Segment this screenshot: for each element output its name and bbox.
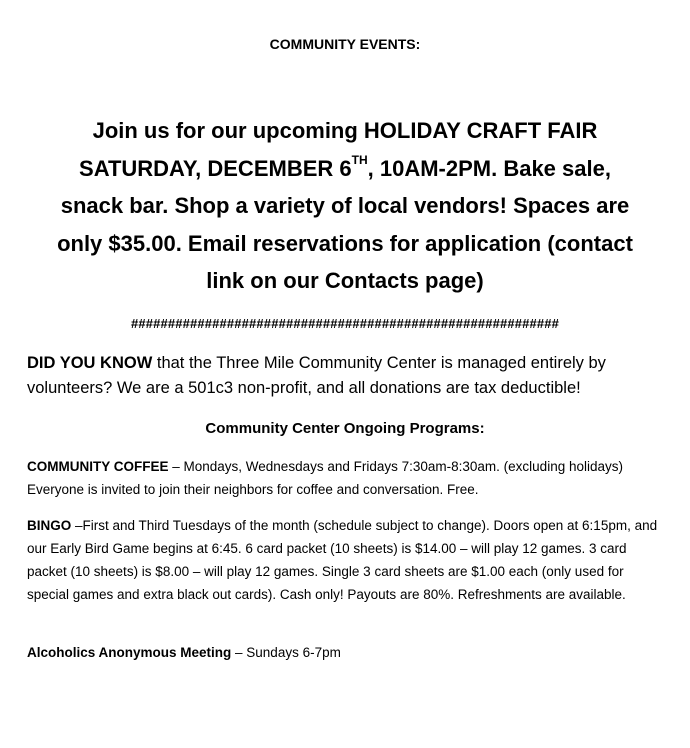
- program-description: – Sundays 6-7pm: [231, 645, 341, 660]
- fair-line-3: snack bar. Shop a variety of local vendors! Spaces are: [60, 193, 630, 218]
- program-name: BINGO: [27, 518, 72, 533]
- fair-line-4: only $35.00. Email reservations for application (contact: [57, 230, 633, 256]
- fair-line-5: link on our Contacts page): [206, 268, 484, 293]
- program-name: Alcoholics Anonymous Meeting: [27, 645, 232, 660]
- program-bingo: [27, 514, 667, 606]
- fair-time: , 10AM-2PM. Bake sale,: [367, 155, 611, 181]
- fair-line-2: [20, 150, 670, 188]
- program-name: COMMUNITY COFFEE: [27, 459, 169, 474]
- fair-line-1: Join us for our upcoming HOLIDAY CRAFT FAIR: [92, 118, 598, 143]
- program-community-coffee: [27, 455, 667, 501]
- did-you-know-text: that the Three Mile Community Center is managed entirely by volunteers? We are a 501c3 non-profit, and all donations are tax deductible!: [27, 354, 606, 397]
- craft-fair-announcement: [20, 112, 670, 300]
- program-aa-meeting: [27, 641, 667, 664]
- did-you-know-lead: DID YOU KNOW: [27, 354, 153, 372]
- programs-title: Community Center Ongoing Programs:: [205, 420, 485, 437]
- program-description: –First and Third Tuesdays of the month (schedule subject to change). Doors open at 6:15pm, and our Early Bird Game begins at 6:45. 6 card packet (10 sheets) is $14.00 – will play 12 games. 3 card packet (10 sheets) is $8.00 – will play 12 games. Single 3 card sheets are $1.00 each (only used for special games and extra black out cards). Cash only! Payouts are 80%. Refreshments are available.: [27, 518, 658, 602]
- hash-divider: ##########################################################: [130, 316, 560, 331]
- page-heading: COMMUNITY EVENTS:: [269, 36, 421, 52]
- fair-date: SATURDAY, DECEMBER 6: [79, 155, 352, 181]
- fair-date-suffix: TH: [351, 153, 368, 168]
- did-you-know-paragraph: [27, 351, 667, 401]
- program-description: – Mondays, Wednesdays and Fridays 7:30am-8:30am. (excluding holidays) Everyone is invited to join their neighbors for coffee and conversation. Free.: [27, 459, 623, 497]
